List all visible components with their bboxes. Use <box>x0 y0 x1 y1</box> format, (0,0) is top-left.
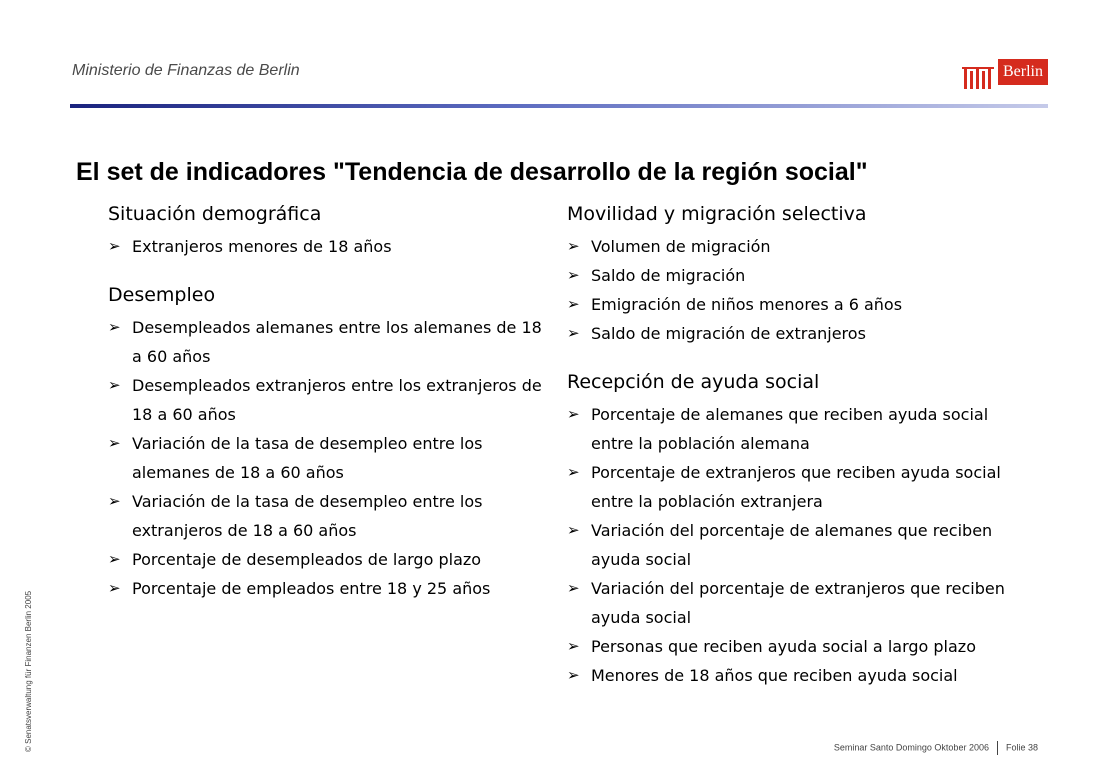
indicator-item <box>567 516 1027 574</box>
header-rule <box>70 104 1048 108</box>
indicator-text: Variación de la tasa de desempleo entre los extranjeros de 18 a 60 años <box>132 492 483 540</box>
indicator-list <box>567 400 1027 690</box>
indicator-text: Variación de la tasa de desempleo entre los alemanes de 18 a 60 años <box>132 434 483 482</box>
indicator-item <box>567 632 1027 661</box>
arrowhead-bullet-icon: ➢ <box>567 666 580 684</box>
indicator-text: Desempleados alemanes entre los alemanes de 18 a 60 años <box>132 318 542 366</box>
arrowhead-bullet-icon: ➢ <box>567 295 580 313</box>
indicator-item <box>567 574 1027 632</box>
indicator-list <box>108 313 548 603</box>
indicator-item <box>108 232 548 261</box>
footer <box>834 741 1038 755</box>
indicator-text: Personas que reciben ayuda social a largo plazo <box>591 637 976 656</box>
footer-separator <box>997 741 998 755</box>
indicator-text: Porcentaje de extranjeros que reciben ayuda social entre la población extranjera <box>591 463 1001 511</box>
arrowhead-bullet-icon: ➢ <box>108 579 121 597</box>
arrowhead-bullet-icon: ➢ <box>567 463 580 481</box>
indicator-text: Porcentaje de alemanes que reciben ayuda social entre la población alemana <box>591 405 989 453</box>
left-column <box>108 199 548 622</box>
indicator-text: Desempleados extranjeros entre los extranjeros de 18 a 60 años <box>132 376 542 424</box>
indicator-text: Saldo de migración de extranjeros <box>591 324 866 343</box>
indicator-text: Variación del porcentaje de extranjeros que reciben ayuda social <box>591 579 1005 627</box>
indicator-text: Volumen de migración <box>591 237 771 256</box>
arrowhead-bullet-icon: ➢ <box>567 521 580 539</box>
slide-title: El set de indicadores "Tendencia de desarrollo de la región social" <box>76 158 868 186</box>
indicator-item <box>567 261 1027 290</box>
arrowhead-bullet-icon: ➢ <box>567 637 580 655</box>
arrowhead-bullet-icon: ➢ <box>108 318 121 336</box>
arrowhead-bullet-icon: ➢ <box>567 324 580 342</box>
footer-slide-number: Folie 38 <box>1005 742 1038 753</box>
indicator-item <box>567 400 1027 458</box>
indicator-item <box>108 313 548 371</box>
indicator-text: Porcentaje de desempleados de largo plazo <box>132 550 482 569</box>
arrowhead-bullet-icon: ➢ <box>567 237 580 255</box>
indicator-list <box>567 232 1027 348</box>
arrowhead-bullet-icon: ➢ <box>108 434 121 452</box>
arrowhead-bullet-icon: ➢ <box>567 579 580 597</box>
indicator-text: Extranjeros menores de 18 años <box>132 237 392 256</box>
indicator-item <box>567 232 1027 261</box>
arrowhead-bullet-icon: ➢ <box>567 266 580 284</box>
indicator-text: Menores de 18 años que reciben ayuda social <box>591 666 958 685</box>
indicator-text: Emigración de niños menores a 6 años <box>591 295 903 314</box>
indicator-item <box>108 545 548 574</box>
arrowhead-bullet-icon: ➢ <box>567 405 580 423</box>
section-title: Recepción de ayuda social <box>567 371 820 393</box>
berlin-logo-text: Berlin <box>998 59 1048 85</box>
copyright-note: © Senatsverwaltung für Finanzen Berlin 2005 <box>24 590 33 752</box>
indicator-item <box>567 290 1027 319</box>
indicator-text: Variación del porcentaje de alemanes que reciben ayuda social <box>591 521 993 569</box>
indicator-section <box>567 199 1027 348</box>
berlin-logo <box>962 59 1048 89</box>
section-title: Desempleo <box>108 284 216 306</box>
indicator-item <box>108 487 548 545</box>
right-column <box>567 199 1027 709</box>
indicator-section <box>567 367 1027 690</box>
indicator-text: Saldo de migración <box>591 266 746 285</box>
arrowhead-bullet-icon: ➢ <box>108 237 121 255</box>
arrowhead-bullet-icon: ➢ <box>108 376 121 394</box>
section-title: Situación demográfica <box>108 203 322 225</box>
indicator-section <box>108 280 548 603</box>
indicator-text: Porcentaje de empleados entre 18 y 25 años <box>132 579 491 598</box>
indicator-item <box>567 319 1027 348</box>
arrowhead-bullet-icon: ➢ <box>108 492 121 510</box>
section-title: Movilidad y migración selectiva <box>567 203 867 225</box>
indicator-section <box>108 199 548 261</box>
indicator-item <box>108 429 548 487</box>
indicator-list <box>108 232 548 261</box>
arrowhead-bullet-icon: ➢ <box>108 550 121 568</box>
footer-seminar: Seminar Santo Domingo Oktober 2006 <box>833 742 989 753</box>
indicator-item <box>567 661 1027 690</box>
ministry-name: Ministerio de Finanzas de Berlin <box>72 62 300 79</box>
berlin-bear-bars-icon <box>962 65 1000 89</box>
indicator-item <box>108 371 548 429</box>
indicator-item <box>567 458 1027 516</box>
indicator-item <box>108 574 548 603</box>
